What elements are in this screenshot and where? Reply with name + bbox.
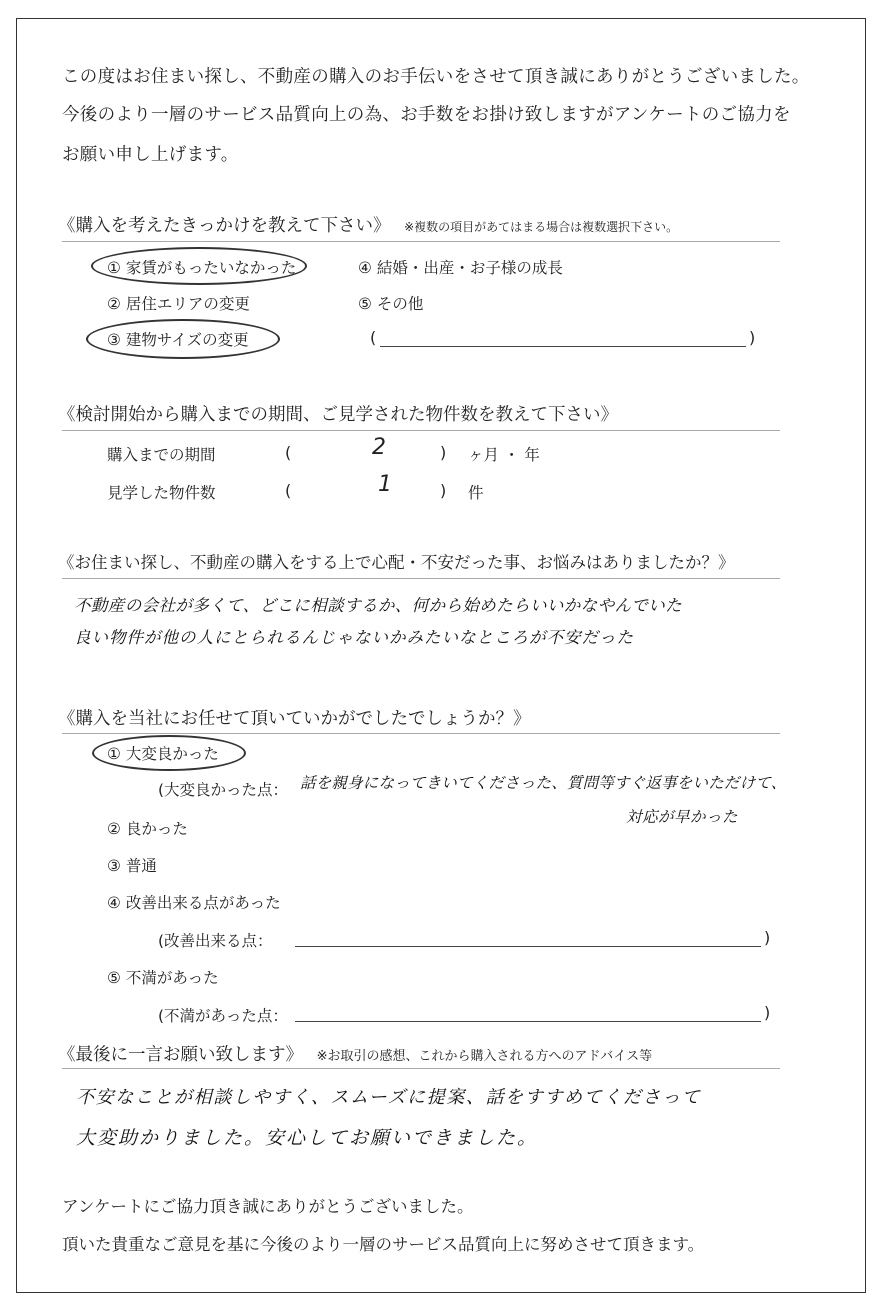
- q1-option-5[interactable]: ⑤ その他: [358, 295, 424, 313]
- q4-improve-field[interactable]: [295, 946, 761, 947]
- q2-title: 《検討開始から購入までの期間、ご見学された物件数を教えて下さい》: [58, 405, 618, 425]
- intro-line-3: お願い申し上げます。: [62, 145, 239, 165]
- q2-period-unit: ヶ月 ・ 年: [468, 446, 540, 464]
- q2-period-label: 購入までの期間: [107, 446, 216, 464]
- selection-circle: [92, 735, 246, 771]
- q4-option-4[interactable]: ④ 改善出来る点があった: [107, 894, 281, 912]
- paren-open: (: [285, 481, 292, 500]
- closing-line-2: 頂いた貴重なご意見を基に今後のより一層のサービス品質向上に努めさせて頂きます。: [62, 1235, 705, 1254]
- q4-improve-label: (改善出来る点：: [158, 932, 273, 950]
- divider: [62, 430, 780, 431]
- divider: [62, 733, 780, 734]
- divider: [62, 241, 780, 242]
- paren-close: ): [440, 481, 447, 500]
- q4-title: 《購入を当社にお任せて頂いていかがでしたでしょうか？》: [58, 709, 531, 729]
- q4-option-5[interactable]: ⑤ 不満があった: [107, 969, 219, 987]
- q1-title-text: 《購入を考えたきっかけを教えて下さい》: [58, 216, 391, 236]
- q4-complaint-label: (不満があった点：: [158, 1007, 288, 1025]
- q5-title: [58, 1041, 652, 1066]
- q5-title-text: 《最後に一言お願い致します》: [58, 1045, 303, 1065]
- q1-note: ※複数の項目があてはまる場合は複数選択下さい。: [404, 220, 679, 234]
- q4-good-answer-line-1[interactable]: 話を親身になってきいてくださった、質問等すぐ返事をいただけて、: [300, 774, 787, 792]
- q1-other-close: ): [749, 328, 756, 347]
- selection-circle: [91, 247, 307, 285]
- q1-other-open: (: [370, 328, 377, 347]
- paren-close: ): [764, 928, 771, 947]
- q1-option-3[interactable]: ③ 建物サイズの変更: [107, 331, 249, 349]
- q1-title: [58, 212, 678, 237]
- q3-answer-line-1[interactable]: 不動産の会社が多くて、どこに相談するか、何から始めたらいいかなやんでいた: [74, 596, 683, 615]
- selection-circle: [86, 319, 280, 359]
- divider: [62, 578, 780, 579]
- q4-option-1[interactable]: ① 大変良かった: [107, 745, 219, 763]
- q5-note: ※お取引の感想、これから購入される方へのアドバイス等: [316, 1049, 653, 1064]
- q4-good-label: (大変良かった点：: [158, 781, 289, 799]
- intro-line-1: この度はお住まい探し、不動産の購入のお手伝いをさせて頂き誠にありがとうございました。: [62, 67, 810, 87]
- paren-open: (: [285, 443, 292, 462]
- q5-answer-line-2[interactable]: 大変助かりました。安心してお願いできました。: [76, 1127, 539, 1149]
- q4-complaint-field[interactable]: [295, 1021, 761, 1022]
- paren-close: ): [764, 1003, 771, 1022]
- q3-title: 《お住まい探し、不動産の購入をする上で心配・不安だった事、お悩みはありましたか？》: [58, 553, 735, 572]
- q2-period-value[interactable]: 2: [372, 435, 386, 460]
- q2-count-label: 見学した物件数: [107, 484, 216, 502]
- q4-option-2[interactable]: ② 良かった: [107, 820, 188, 838]
- q1-option-2[interactable]: ② 居住エリアの変更: [107, 295, 250, 313]
- q3-answer-line-2[interactable]: 良い物件が他の人にとられるんじゃないかみたいなところが不安だった: [74, 628, 634, 647]
- q2-count-value[interactable]: 1: [378, 472, 392, 497]
- q4-option-3[interactable]: ③ 普通: [107, 857, 157, 875]
- q1-option-4[interactable]: ④ 結婚・出産・お子様の成長: [358, 259, 563, 277]
- closing-line-1: アンケートにご協力頂き誠にありがとうございました。: [62, 1197, 474, 1216]
- q2-count-unit: 件: [468, 484, 484, 502]
- intro-line-2: 今後のより一層のサービス品質向上の為、お手数をお掛け致しますがアンケートのご協力を: [62, 105, 791, 125]
- q1-other-field[interactable]: [380, 346, 746, 347]
- paren-close: ): [440, 443, 447, 462]
- q5-answer-line-1[interactable]: 不安なことが相談しやすく、スムーズに提案、話をすすめてくださって: [76, 1087, 702, 1108]
- divider: [62, 1068, 780, 1069]
- q1-option-1[interactable]: ① 家賃がもったいなかった: [107, 259, 297, 277]
- q4-good-answer-line-2[interactable]: 対応が早かった: [626, 808, 739, 826]
